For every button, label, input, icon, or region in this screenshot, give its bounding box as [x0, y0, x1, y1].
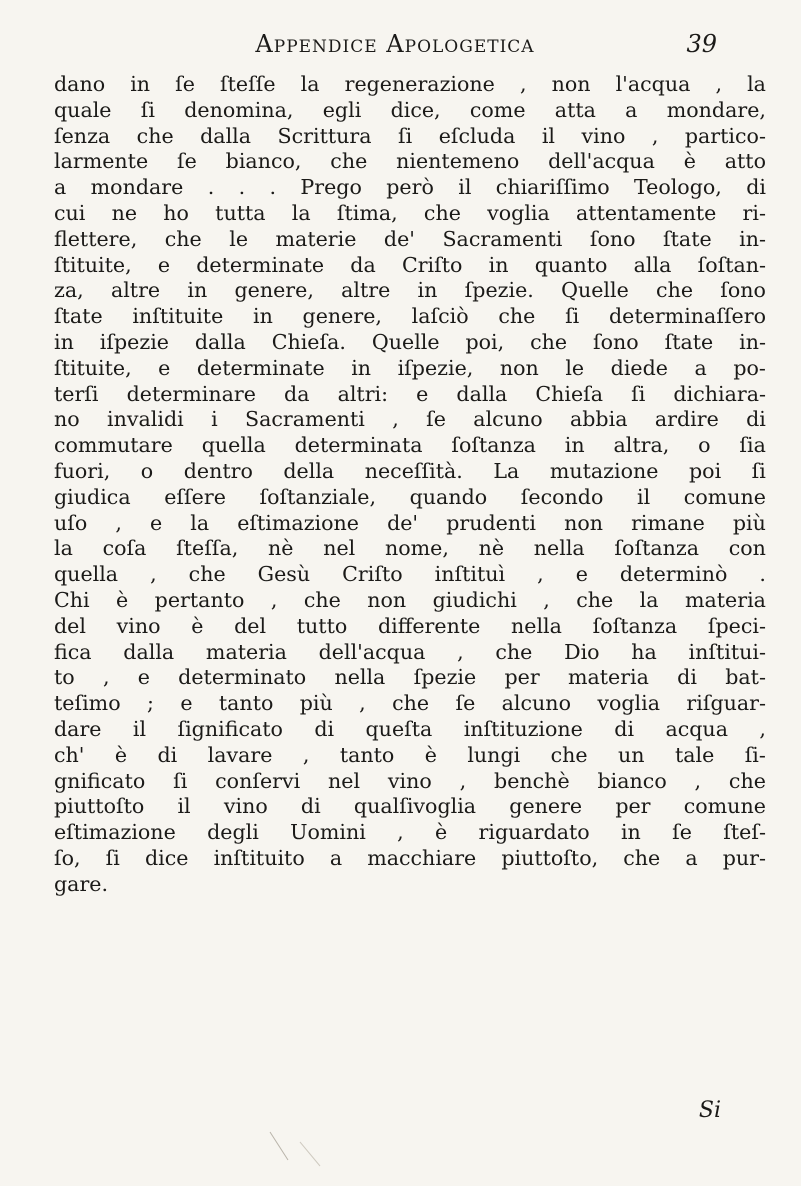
text-line: cui ne ho tutta la ſtima, che voglia attentamente ri- — [54, 200, 766, 225]
paper-stain-mark — [240, 1130, 400, 1170]
text-line: giudica eſſere ſoſtanziale, quando ſecondo il comune — [54, 484, 766, 509]
text-line: ſtituite, e determinate in iſpezie, non le diede a po- — [54, 355, 766, 380]
text-line: in iſpezie dalla Chieſa. Quelle poi, che ſono ſtate in- — [54, 329, 766, 354]
text-line: teſimo ; e tanto più , che ſe alcuno voglia riſguar- — [54, 691, 766, 716]
text-line: dano in ſe ſteſſe la regenerazione , non l'acqua , la — [54, 72, 766, 96]
text-line: fica dalla materia dell'acqua , che Dio ha inſtitui- — [54, 639, 766, 664]
text-line: ſtituite, e determinate da Criſto in quanto alla ſoſtan- — [54, 252, 766, 277]
text-line: quella , che Gesù Criſto inſtituì , e determinò . — [54, 562, 766, 587]
text-line: dare il ſignificato di queſta inſtituzione di acqua , — [54, 716, 766, 741]
text-line: ſo, ſi dice inſtituito a macchiare piuttoſto, che a pur- — [54, 845, 766, 870]
text-line: commutare quella determinata ſoſtanza in altra, o ſia — [54, 433, 766, 458]
text-line: del vino è del tutto differente nella ſoſtanza ſpeci- — [54, 613, 766, 638]
text-line: flettere, che le materie de' Sacramenti ſono ſtate in- — [54, 226, 766, 251]
text-line: ſtate inſtituite in genere, laſciò che ſi determinaſſero — [54, 304, 766, 329]
text-line: la coſa ſteſſa, nè nel nome, nè nella ſoſtanza con — [54, 536, 766, 561]
page-number: 39 — [686, 30, 717, 58]
text-line: gare. — [54, 871, 109, 896]
text-line: za, altre in genere, altre in ſpezie. Quelle che ſono — [54, 278, 766, 303]
body-text — [54, 72, 766, 898]
text-line: piuttoſto il vino di qualſivoglia genere per comune — [54, 794, 766, 819]
text-line: ſenza che dalla Scrittura ſi eſcluda il vino , partico- — [54, 123, 766, 148]
text-line: quale ſi denomina, egli dice, come atta a mondare, — [54, 97, 766, 122]
text-line: larmente ſe bianco, che nientemeno dell'acqua è atto — [54, 149, 766, 174]
text-line: ch' è di lavare , tanto è lungi che un tale ſi- — [54, 742, 766, 767]
text-line: uſo , e la eſtimazione de' prudenti non rimane più — [54, 510, 766, 535]
text-line: eſtimazione degli Uomini , è riguardato in ſe ſteſ- — [54, 820, 766, 845]
text-line: a mondare . . . Prego però il chiariſſimo Teologo, di — [54, 175, 766, 200]
catchword: Si — [698, 1098, 721, 1123]
text-line: to , e determinato nella ſpezie per materia di bat- — [54, 665, 766, 690]
text-line: fuori, o dentro della neceſſità. La mutazione poi ſi — [54, 458, 766, 483]
text-line: Chi è pertanto , che non giudichi , che la materia — [54, 587, 766, 612]
running-title: Appendice Apologetica — [255, 30, 535, 58]
text-line: no invalidi i Sacramenti , ſe alcuno abbia ardire di — [54, 407, 766, 432]
text-line: terſi determinare da altri: e dalla Chieſa ſi dichiara- — [54, 381, 766, 406]
text-line: gnificato ſi conſervi nel vino , benchè bianco , che — [54, 768, 766, 793]
